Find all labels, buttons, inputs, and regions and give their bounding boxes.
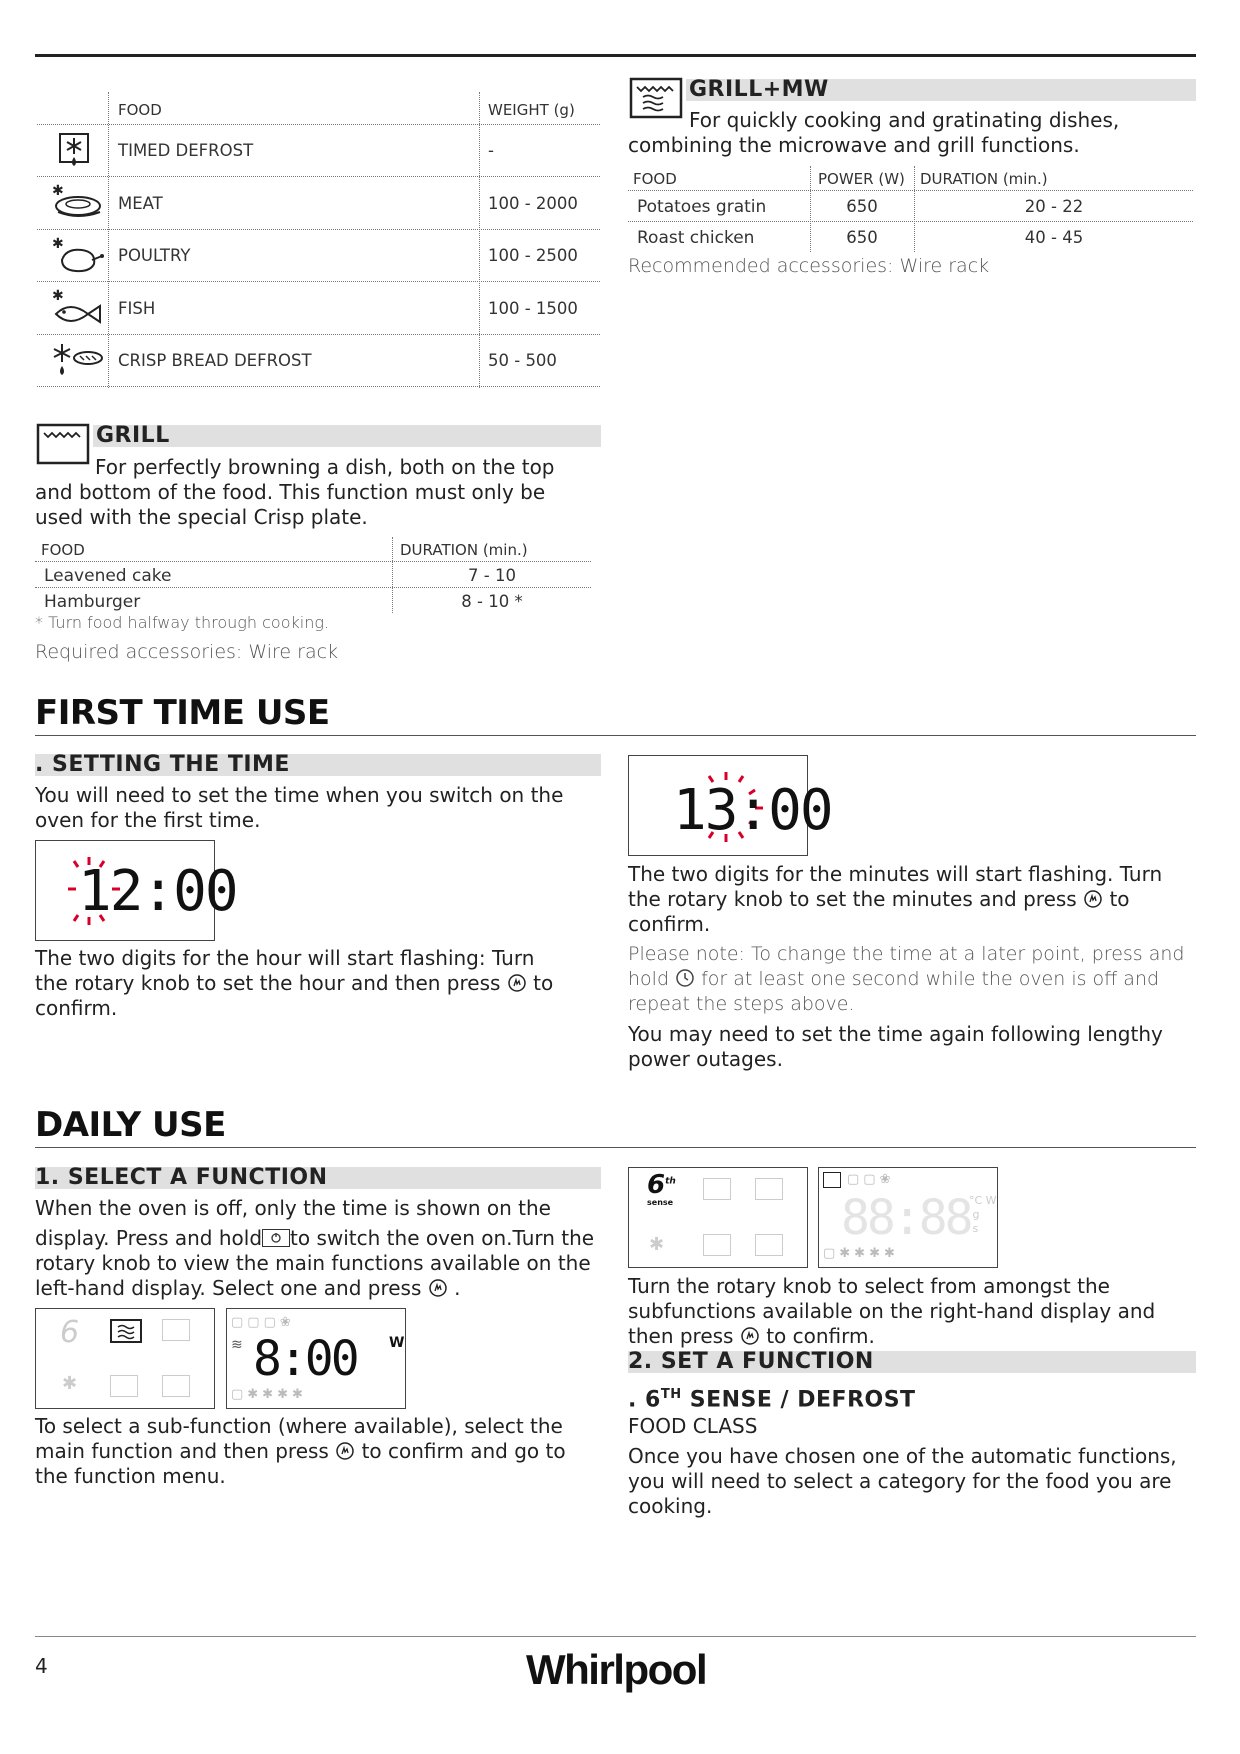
crisp-function-icon: [110, 1375, 138, 1397]
grill-icon: [36, 423, 92, 466]
grill-mw-accessories: Recommended accessories: Wire rack: [628, 255, 990, 277]
confirm-knob-icon: [335, 1441, 355, 1461]
clock-icon: [675, 968, 695, 988]
grill-title: GRILL: [96, 423, 170, 448]
poultry-icon: [50, 236, 104, 276]
page-number: 4: [35, 1654, 48, 1678]
select-function-title: 1. SELECT A FUNCTION: [35, 1165, 328, 1190]
grill-footnote: * Turn food halfway through cooking.: [35, 613, 330, 632]
forced-air-function-icon: [162, 1375, 190, 1397]
grill-mw-icon: [629, 77, 685, 120]
subfunction-display: [818, 1167, 998, 1268]
power-button-icon: [262, 1229, 290, 1247]
food-class-icon-active: [823, 1172, 841, 1188]
fish-icon: [50, 288, 104, 328]
crisp-bread-icon: [50, 340, 104, 380]
confirm-knob-icon: [740, 1326, 760, 1346]
svg-text:✱: ✱: [52, 288, 64, 304]
confirm-knob-icon: [507, 973, 527, 993]
footer-rule: [35, 1636, 1196, 1637]
clock-display-minutes: [628, 755, 832, 856]
defrost-function-icon: ✱: [62, 1373, 78, 1394]
left-function-display: [35, 1308, 215, 1409]
grill-mw-function-icon: [110, 1319, 142, 1343]
set-function-title: 2. SET A FUNCTION: [628, 1349, 874, 1374]
confirm-knob-icon: [1083, 889, 1103, 909]
select-line2: display. Press and hold to switch the oven on.Turn the: [35, 1226, 595, 1250]
function-icon-faded: [703, 1234, 731, 1256]
meat-icon: [50, 184, 104, 220]
select-line4: left-hand display. Select one and press .: [35, 1276, 461, 1300]
clock-display-hour: [35, 840, 237, 941]
watt-unit: W: [389, 1335, 405, 1351]
function-icon-faded: [755, 1178, 783, 1200]
clock-digits: 12:00: [78, 859, 237, 924]
whirlpool-logo: Whirlpool: [526, 1646, 707, 1693]
sub-line2: main function and then press to confirm and go to: [35, 1439, 566, 1463]
food-class-icons-top: ▢▢❀: [847, 1172, 895, 1187]
defrost-function-icon: ✱: [649, 1234, 665, 1255]
sixth-sense-logo: 6th: [647, 1170, 676, 1200]
first-time-use-heading: FIRST TIME USE: [35, 693, 330, 733]
timed-defrost-icon: [56, 130, 96, 170]
food-class-icons-top: ▢▢▢❀: [231, 1315, 295, 1330]
time-digits: 8:00: [253, 1331, 357, 1387]
svg-text:✱: ✱: [52, 184, 64, 199]
section-rule: [35, 1147, 1196, 1148]
daily-use-heading: DAILY USE: [35, 1105, 226, 1145]
top-rule: [35, 54, 1196, 57]
grill-accessories: Required accessories: Wire rack: [35, 641, 339, 663]
food-class-icons-bottom: ▢✱✱✱✱: [823, 1246, 899, 1261]
svg-text:✱: ✱: [52, 236, 64, 252]
right-time-display: [226, 1308, 406, 1409]
microwave-waves-icon: ≋: [231, 1337, 243, 1353]
function-icon-faded: [755, 1234, 783, 1256]
sixth-sense-display: [628, 1167, 808, 1268]
note-line2: hold for at least one second while the oven is off and: [628, 968, 1160, 990]
col-food: FOOD: [118, 101, 162, 119]
hour-text-line2: the rotary knob to set the hour and then press to: [35, 971, 554, 995]
function-icon-faded: [703, 1178, 731, 1200]
sixth-sense-defrost-title: . 6TH SENSE / DEFROST: [628, 1387, 916, 1413]
unit-indicators: °C W g s: [969, 1194, 997, 1235]
confirm-knob-icon: [428, 1278, 448, 1298]
placeholder-digits: 88:88: [841, 1190, 971, 1246]
section-rule: [35, 735, 1196, 736]
col-weight: WEIGHT (g): [488, 101, 575, 119]
setting-time-title: . SETTING THE TIME: [35, 752, 290, 777]
food-class-icons-bottom: ▢✱✱✱✱: [231, 1387, 307, 1402]
min-text-line2: the rotary knob to set the minutes and press to: [628, 887, 1130, 911]
rotary-line3: then press to confirm.: [628, 1324, 875, 1348]
sense-label: sense: [647, 1198, 674, 1207]
grill-mw-title: GRILL+MW: [689, 77, 829, 102]
grill-function-icon: [162, 1319, 190, 1341]
sixth-sense-icon: 6: [60, 1315, 80, 1350]
food-class-label: FOOD CLASS: [628, 1414, 758, 1438]
clock-digits: 13:00: [673, 778, 832, 843]
